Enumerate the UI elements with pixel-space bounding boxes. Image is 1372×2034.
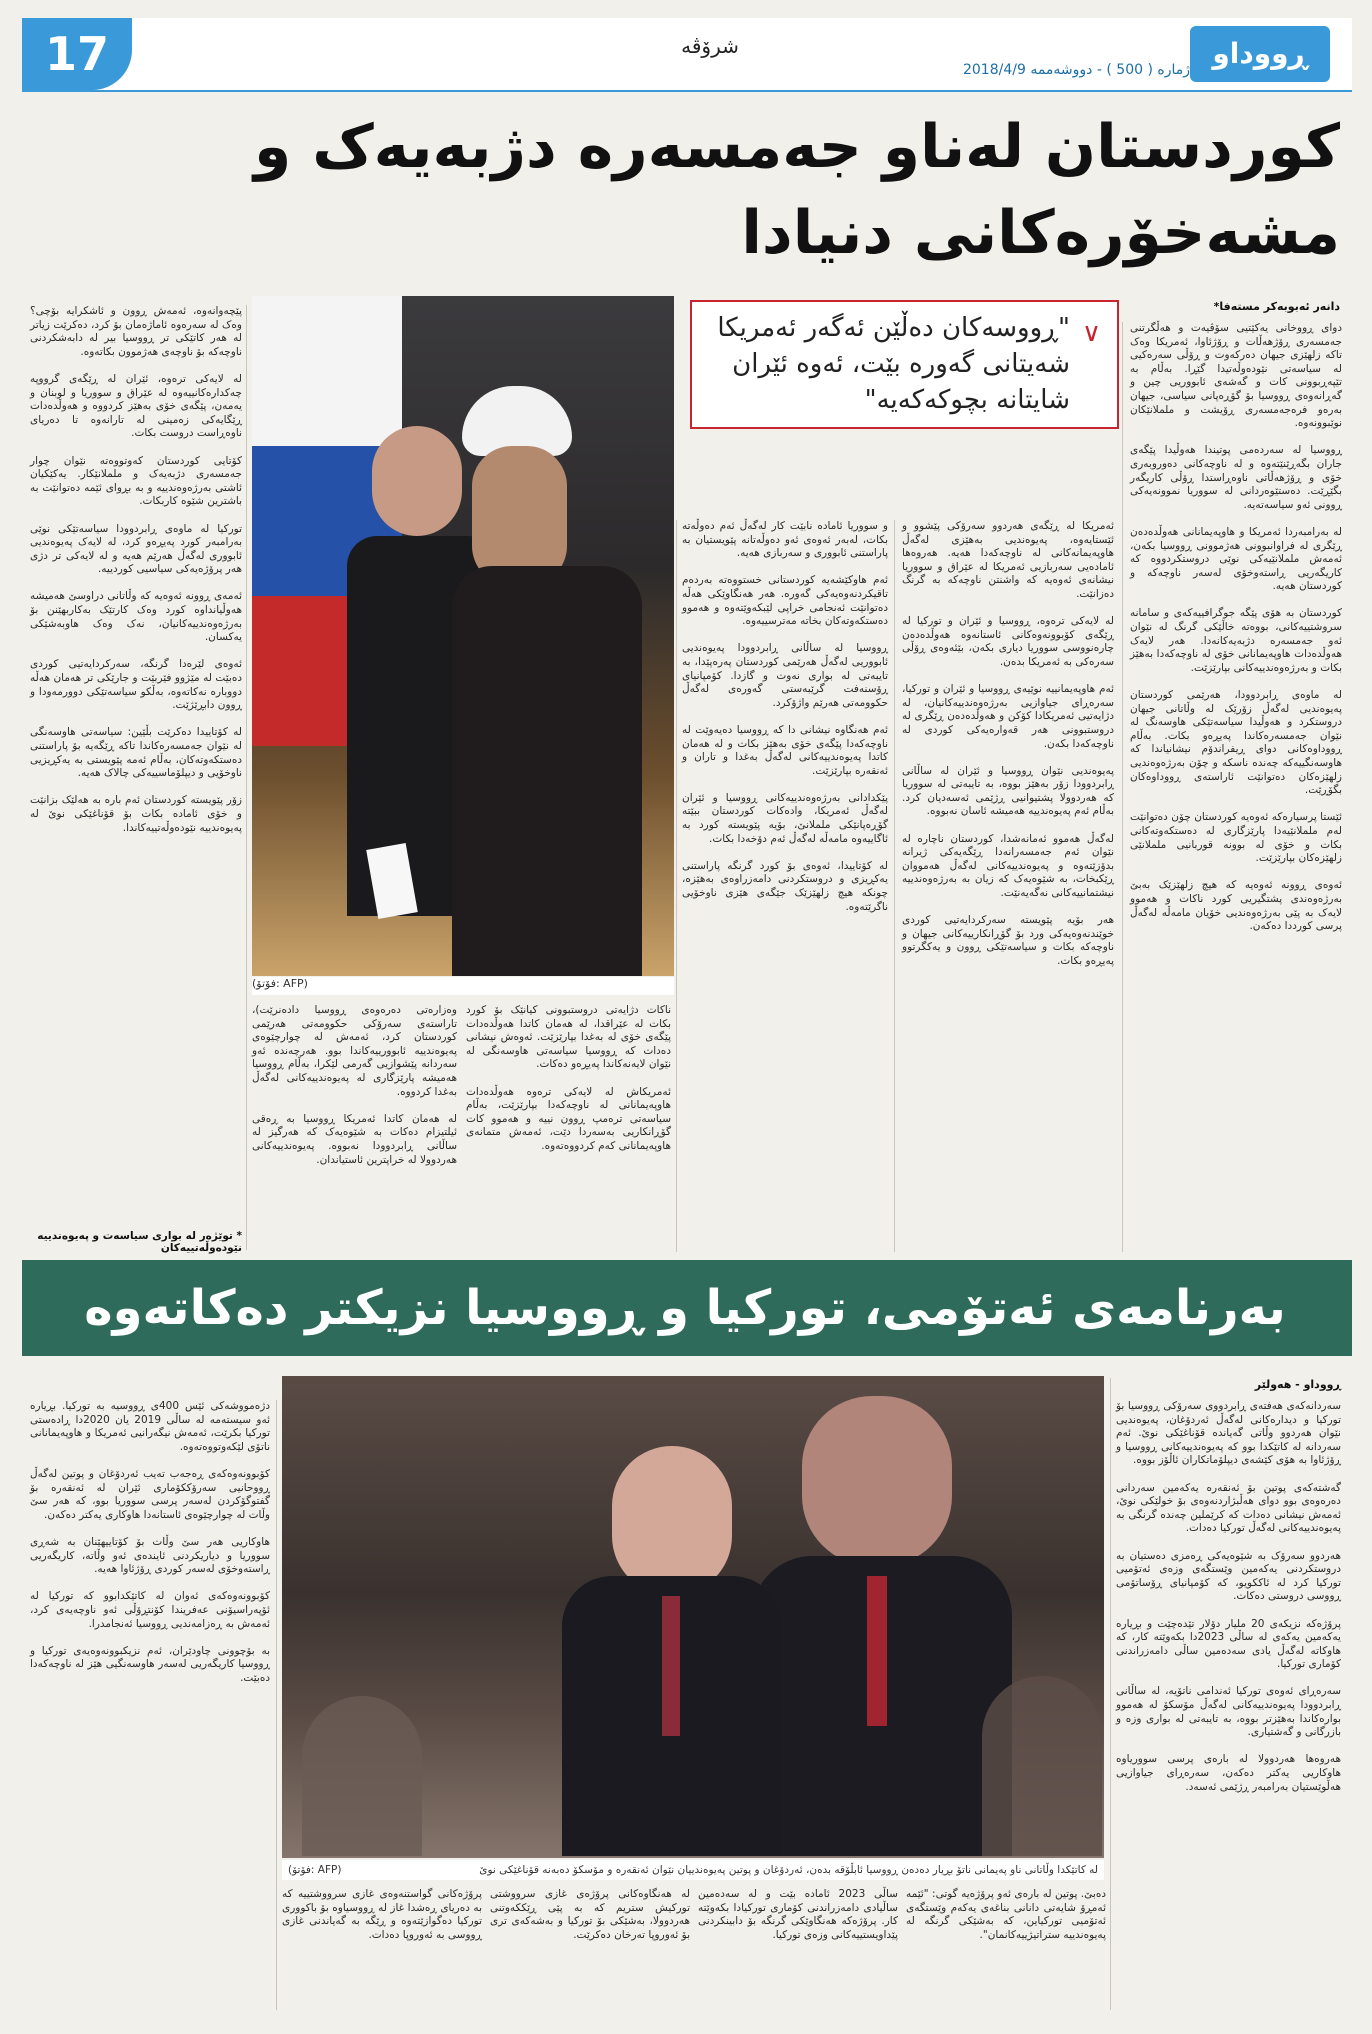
article1-title-line1: کوردستان لەناو جەمسەرە دژبەیەک و	[254, 112, 1340, 182]
column-divider	[1110, 1378, 1111, 2010]
tie-erdogan	[867, 1576, 887, 1726]
page-number: 17	[22, 18, 132, 90]
robe-rouhani	[452, 566, 642, 976]
article1-column-2: ئەمریکا لە ڕێگەی ھەردوو سەرۆکی پێشوو و ئێستایەوە، پەیوەندیی بەھێزی لەگەڵ ھاوپەیمانەکانی لە ناوچەکەدا ھەیە. ھەروەھا ئامادەیی سەربازیی ئەمریکا لە عێراق و سووریا نیشانەی ئەوەیە کە واشنتن ناوچەکە بە گرنگ دەزانێت. لە لایەکی ترەوە، ڕووسیا و ئێران و تورکیا لە ڕێگەی کۆبوونەوەکانی ئاستانەوە ھەوڵدەدەن چارەنووسی سووریا دیاری بکەن، بێئەوەی ڕۆڵی سەرەکی بە ئەمریکا بدەن. ئەم ھاوپەیمانییە نوێیەی ڕووسیا و ئێران و تورکیا، سەرەڕای جیاوازیی بەرژەوەندییەکانیان، لە دژایەتیی ئەمریکادا کۆکن و ھەوڵدەدەن ڕێگری لە دروستبوونی ھەر قەوارەیەکی کوردی لە ناوچەکەدا بکەن. پەیوەندیی نێوان ڕووسیا و ئێران لە ساڵانی ڕابردوودا زۆر بەھێز بووە، بە تایبەتی لە سووریا کە ھەردوولا پشتیوانیی ڕژێمی ئەسەدیان کرد. بەڵام ئەم پەیوەندییە ھەمیشە ئاسان نەبووە. لەگەڵ ھەموو ئەمانەشدا، کوردستان ناچارە لە نێوان ئەم جەمسەرانەدا ڕێگەیەکی ژیرانە بدۆزێتەوە و پەیوەندییەکانی لەگەڵ ھەمووان ڕێکبخات، بە شێوەیەک کە زیان بە بەرژەوەندییە نیشتمانییەکانی نەگەیەنێت. ھەر بۆیە پێویستە سەرکردایەتیی کوردی خوێندنەوەیەکی ورد بۆ گۆڕانکارییەکانی جیھان و ناوچەکە بکات و سیاسەتێکی ڕوون و یەکگرتوو پەیڕەو بکات.	[902, 520, 1114, 967]
face-putin	[372, 426, 462, 536]
section-title: شرۆڤە	[681, 34, 739, 58]
issue-info: ژمارە ( 500 ) - دووشەممە 2018/4/9	[962, 62, 1190, 78]
column-divider	[246, 305, 247, 1250]
pull-quote-text: "ڕووسەکان دەڵێن ئەگەر ئەمریکا شەیتانی گەورە بێت، ئەوە ئێران شایتانە بچوکەکەیە"	[717, 313, 1070, 415]
photo2-caption-text: لە کاتێکدا وڵاتانی ناو پەیمانی ناتۆ بڕیار دەدەن ڕووسیا ئابڵۆقە بدەن، ئەردۆغان و پوتین پەیوەندییان نێوان ئەنقەرە و مۆسکۆ دەبەنە قۆناغێکی نوێ	[479, 1864, 1098, 1876]
article2-column-4: لە ھەنگاوەکانی پرۆژەی غازی سرووشتی تورکیش ستریم کە بە پێی ڕێککەوتنی ھەردوولا، بەشێکی بۆ تورکیا و بەشەکەی تری بۆ ئەوروپا تەرخان دەکرێت.	[486, 1888, 690, 1941]
article2-column-6: دەبێ. پوتین لە بارەی ئەو پرۆژەیە گوتی: "ئێمە ئەمڕۆ شایەتی دانانی بناغەی یەکەم وێستگەی ئەتۆمیی تورکیاین، کە بەشێکی گرنگە لە پەیوەندییە ستراتیژییەکانمان".	[902, 1888, 1106, 1941]
article2-title: بەرنامەی ئەتۆمی، تورکیا و ڕووسیا نزیکتر دەکاتەوە	[84, 1280, 1286, 1336]
photo-erdogan-putin	[282, 1376, 1104, 1858]
photo2-credit: (فۆتۆ: AFP)	[288, 1864, 342, 1876]
column-divider	[1122, 322, 1123, 1252]
blurred-crowd-right	[982, 1676, 1102, 1856]
column-divider	[676, 520, 677, 1252]
brand-logo: ڕووداو	[1190, 26, 1330, 82]
face-erdogan	[802, 1396, 952, 1566]
article2-column-5: ساڵی 2023 ئامادە بێت و لە سەدەمین ساڵیادی دامەزراندنی کۆماری تورکیادا بکەوێتە کار. پرۆژەکە ھەنگاوێکی گرنگە بۆ دابینکردنی پێداویستییەکانی وزەی تورکیا.	[694, 1888, 898, 1941]
flag-white-stripe	[252, 296, 402, 446]
article2-column-3: پرۆژەکانی گواستنەوەی غازی سرووشتییە کە بە دەریای ڕەشدا غاز لە ڕووسیاوە بۆ باکووری تورکیا دەگوازێتەوە و ڕێگە بە گەیاندنی غازی ڕووسی بە ئەوروپا دەدات.	[278, 1888, 482, 1941]
article2-column-2: دژەمووشەکی ئێس 400ی ڕووسیە بە تورکیا. بڕیارە ئەو سیستەمە لە ساڵی 2019 یان 2020دا ڕادەستی تورکیا بکرێت، ئەمەش نیگەرانیی ئەمریکا و ھاوپەیمانانی ناتۆی لێکەوتووەتەوە. کۆبوونەوەکەی ڕەجەب تەیب ئەردۆغان و پوتین لەگەڵ ڕووحانیی سەرۆککۆماری ئێران لە ئەنقەرە بۆ گفتوگۆکردن لەسەر پرسی سووریا بوو، کە ھەر سێ وڵات لە چوارچێوەی ئاستانەدا ھاوکاری یەکتر دەکەن. ھاوکاریی ھەر سێ وڵات بۆ کۆتاییھێنان بە شەڕی سووریا و دیاریکردنی ئایندەی ئەو وڵاتە، کاریگەریی ڕاستەوخۆی لەسەر کوردی ڕۆژئاوا ھەیە. کۆبوونەوەکەی ئەوان لە کاتێکدابوو کە تورکیا لە ئۆپەراسیۆنی عەفریندا کۆنتڕۆڵی ئەو ناوچەیەی کرد، ئەمەش بە ڕەزامەندیی ڕووسیا ئەنجامدرا. بە بۆچوونی چاودێران، ئەم نزیکبوونەوەیەی تورکیا و ڕووسیا کاریگەریی لەسەر ھاوسەنگیی ھێز لە ناوچەکەدا دەبێت.	[30, 1400, 271, 1684]
article1-column-5: وەزارەتی دەرەوەی ڕووسیا داده‌نرێت)، تاراستەی سەرۆکی حکوومەتی ھەرێمی کوردستان کرد، ئەمەش لە چوارچێوەی پەیوەندییە ئابوورییەکاندا بوو. ھەرچەندە ئەو سەردانە پێشوازیی گەرمی لێکرا، بەڵام ڕووسیا ھەمیشە پارێزگاری لە پەیوەندییەکانی لەگەڵ بەغدا کردووە. لە ھەمان کاتدا ئەمریکا ڕووسیا بە ڕەقی ئیلتیزام دەکات بە شێوەیەک کە ھەرگیز لە ساڵانی ڕابردوودا نەبووە. پەیوەندییەکانی ھەردوولا لە خراپترین ئاستیاندان.	[252, 1004, 457, 1166]
article1-footnote: * توێژەر لە بواری سیاسەت و پەیوەندییە نێودەوڵەتییەکان	[37, 1230, 242, 1254]
article1-column-4: پێچەوانەوە، ئەمەش ڕوون و ئاشکرایە بۆچی؟ وەک لە سەرەوە ئاماژەمان بۆ کرد، دەکرێت زیاتر لە ھەر کاتێکی تر ڕووسیا بیر لە دابەشکردنی ناوچەکە بۆ ناوچەی ھەژموون بکاتەوە. لە لایەکی ترەوە، ئێران لە ڕێگەی گرووپە چەکدارەکانییەوە لە عێراق و سووریا و لوبنان و یەمەن، پێگەی خۆی بەھێز کردووە و ھەوڵدەدات ڕێگایەکی زەمینی لە تارانەوە تا دەریای ناوەڕاست دروست بکات. کۆتایی کوردستان کەوتووەتە نێوان چوار جەمسەری دژبەیەک و ململانێکار. یەکێکیان ئاشتی بەرژەوەندییە و بە بڕوای ئێمە دەتوانێت بە باشترین شێوە کاربکات. تورکیا لە ماوەی ڕابردوودا سیاسەتێکی نوێی بەرامبەر کورد پەیڕەو کرد، لە لایەک پەیوەندیی ئابووری لەگەڵ ھەرێم ھەیە و لە لایەکی تر دژی ھەر پرۆژەیەکی سیاسیی کوردییە. ئەمەی ڕوونە ئەوەیە کە وڵاتانی دراوسێ ھەمیشە ھەوڵیانداوە کورد وەک کارتێک بەکاربھێنن بۆ بەرژەوەندییەکانیان، نەک وەک ھاوبەشێکی یەکسان. ئەوەی لێرەدا گرنگە، سەرکردایەتیی کوردی دەبێت لە مێژوو فێربێت و جارێکی تر ھەمان ھەڵە دووبارە نەکاتەوە، بەڵکو سیاسەتێکی دوورمەودا و ڕوون دابڕێژێت. لە کۆتاییدا دەکرێت بڵێین: سیاسەتی ھاوسەنگی لە نێوان جەمسەرەکاندا تاکە ڕێگەیە بۆ پاراستنی دەستکەوتەکان، بەڵام ئەمە پێویستی بە یەکڕیزیی ناوخۆیی و دیپلۆماسییەکی چالاک ھەیە. زۆر پێویستە کوردستان ئەم بارە بە ھەلێک بزانێت و خۆی ئامادە بکات بۆ قۆناغێکی نوێ لە پەیوەندییە نێودەوڵەتییەکاندا.	[30, 305, 242, 834]
article2-author: ڕووداو - ھەولێر	[1254, 1378, 1341, 1391]
photo2-caption	[282, 1860, 1104, 1880]
quote-chevron-icon: ∨	[1082, 318, 1102, 348]
article1-title-line2: مشەخۆرەکانی دنیادا	[741, 198, 1340, 268]
face-putin	[612, 1446, 732, 1596]
tie-putin	[662, 1596, 680, 1736]
article1-author: دانەر ئەبوبەکر مستەفا*	[1213, 300, 1340, 313]
article1-column-1: دوای ڕووخانی یەکێتیی سۆڤیەت و ھەڵگرتنی جەمسەری ڕۆژھەڵات و ڕۆژئاوا، ئەمریکا وەک تاکە زلھێزی جیھان دەرکەوت و ڕۆڵی سەرەکیی لە سیاسەتی نێودەوڵەتیدا گێڕا. بەڵام بە تێپەڕبوونی کات و گەشەی ئابووریی چین و گەڕانەوەی ڕووسیا بۆ گۆڕەپانی سیاسی، جیھان بەرەو فرەجەمسەری ڕۆیشت و ململانێکان نوێبوونەوە. ڕووسیا لە سەردەمی پوتیندا ھەوڵیدا پێگەی جاران بگەڕێنێتەوە و لە ناوچەکانی دەوروبەری خۆی و ڕۆژھەڵاتی ناوەڕاستدا ڕۆڵی کاریگەر بگێڕێت. دەستێوەردانی لە سووریا نموونەیەکی ڕوونی ئەو سیاسەتەیە. لە بەرامبەردا ئەمریکا و ھاوپەیمانانی ھەوڵدەدەن ڕێگری لە فراوانبوونی ھەژموونی ڕووسیا بکەن، ئەمەش ململانێیەکی نوێی دروستکردووە کە کاریگەریی ڕاستەوخۆی لەسەر ناوچەکە و کوردستان ھەیە. کوردستان بە ھۆی پێگە جوگرافییەکەی و سامانە سروشتییەکانی، بووەتە خاڵێکی گرنگ لە نێوان ئەو جەمسەرە دژبەیەکانەدا. ھەر لایەک ھەوڵدەدات ھاوپەیمانانی خۆی لە ناوچەکەدا بەھێز بکات و بەرژەوەندییەکانی بپارێزێت. لە ماوەی ڕابردوودا، ھەرێمی کوردستان پەیوەندیی لەگەڵ زۆرێک لە وڵاتانی جیھان دروستکرد و ھەوڵیدا سیاسەتێکی ھاوسەنگ لە نێوان جەمسەرەکاندا پەیڕەو بکات. بەڵام ڕووداوەکانی دوای ڕیفراندۆم نیشانیاندا کە ھاوسەنگییەکە چەندە ناسکە و چۆن بەرژەوەندیی زلھێزەکان دەتوانێت ئاراستەی ڕووداوەکان بگۆڕێت. ئێستا پرسیارەکە ئەوەیە کوردستان چۆن دەتوانێت لەم ململانێیەدا پارێزگاری لە دەستکەوتەکانی بکات و خۆی لە بوونە قوربانیی ململانێی زلھێزەکان بپارێزێت. ئەوەی ڕوونە ئەوەیە کە ھیچ زلھێزێک بەبێ بەرژەوەندی پشتگیریی کورد ناکات و ھەموو لایەک بە پێی بەرژەوەندیی خۆیان مامەڵە لەگەڵ پرسی کورددا دەکەن.	[1130, 322, 1342, 933]
article1-column-6: ناکات دژایەتی دروستبوونی کیانێک بۆ کورد بکات لە عێراقدا، لە ھەمان کاتدا ھەوڵدەدات پێگەی خۆی لە بەغدا بپارێزێت. ئەوەش نیشانی دەدات کە ڕووسیا سیاسەتی ھاوسەنگی لە نێوان لایەنەکاندا پەیڕەو دەکات. ئەمریکاش لە لایەکی ترەوە ھەوڵدەدات ھاوپەیمانانی لە ناوچەکەدا بپارێزێت، بەڵام سیاسەتی ترەمپ ڕوون نییە و ھەموو کات گۆڕانکاریی بەسەردا دێت، ئەمەش متمانەی ھاوپەیمانانی کەم کردووەتەوە.	[466, 1004, 671, 1152]
column-divider	[276, 1400, 277, 2010]
photo-putin-rouhani	[252, 296, 674, 976]
face-rouhani	[472, 446, 567, 586]
column-divider	[894, 520, 895, 1252]
blurred-crowd-left	[302, 1696, 422, 1856]
article1-column-3: و سووریا ئامادە نابێت کار لەگەڵ ئەم دەوڵەتە بکات، لەبەر ئەوەی ئەو دەوڵەتانە پێویستیان بە پاراستنی ئابووری و سەربازی ھەیە. ئەم ھاوکێشەیە کوردستانی خستووەتە بەردەم تاقیکردنەوەیەکی گەورە. ھەر ھەنگاوێکی ھەڵە دەتوانێت ئەنجامی خراپی لێبکەوێتەوە و ھەموو دەستکەوتەکان بخاتە مەترسییەوە. ڕووسیا لە ساڵانی ڕابردوودا پەیوەندیی ئابووریی لەگەڵ ھەرێمی کوردستان پەرەپێدا، بە تایبەتی لە بواری نەوت و گازدا. کۆمپانیای ڕۆسنەفت گرێبەستی گەورەی لەگەڵ حکوومەتی ھەرێم واژۆکرد. ئەم ھەنگاوە نیشانی دا کە ڕووسیا دەیەوێت لە ناوچەکەدا پێگەی خۆی بەھێز بکات و لە ھەمان کاتدا پەیوەندییەکانی لەگەڵ بەغدا و تاران و ئەنقەرە بپارێزێت. پێکدادانی بەرژەوەندییەکانی ڕووسیا و ئێران لەگەڵ ئەمریکا، وادەکات کوردستان ببێتە گۆڕەپانێکی ململانێ، بۆیە پێویستە کورد بە ئاگاییەوە مامەڵە لەگەڵ ئەم دۆخەدا بکات. لە کۆتاییدا، ئەوەی بۆ کورد گرنگە پاراستنی یەکڕیزی و دروستکردنی دامەزراوەی بەھێزە، چونکە ھیچ زلھێزێک جێگەی ھێزی ناوخۆیی ناگرێتەوە.	[682, 520, 888, 913]
photo1-caption: (فۆتۆ: AFP)	[252, 977, 674, 995]
article2-column-1: سەردانەکەی ھەفتەی ڕابردووی سەرۆکی ڕووسیا بۆ تورکیا و دیدارەکانی لەگەڵ ئەردۆغان، پەیوەندیی نێوان ھەردوو وڵاتی گەیاندە قۆناغێکی نوێ. ئەم سەردانە لە کاتێکدا بوو کە پەیوەندییەکانی ڕووسیا و ڕۆژئاوا بە ھۆی کێشەی دیپلۆماتکاران ئاڵۆز بووە. گەشتەکەی پوتین بۆ ئەنقەرە یەکەمین سەردانی دەرەوەی بوو دوای ھەڵبژاردنەوەی بۆ خولێکی نوێ، ئەمەش نیشانی دەدات کە کرێملین چەندە گرنگی بە پەیوەندییەکانی لەگەڵ تورکیا دەدات. ھەردوو سەرۆک بە شێوەیەکی ڕەمزی دەستیان بە دروستکردنی یەکەمین وێستگەی وزەی ئەتۆمیی تورکیا کرد لە ئاککویو، کە کۆمپانیای ڕۆساتۆمی ڕووسی دروستی دەکات. پرۆژەکە نزیکەی 20 ملیار دۆلار تێدەچێت و بڕیارە یەکەمین یەکەی لە ساڵی 2023دا بکەوێتە کار، کە ھاوکاتە لەگەڵ یادی سەدەمین ساڵی دامەزراندنی کۆماری تورکیا. سەرەڕای ئەوەی تورکیا ئەندامی ناتۆیە، لە ساڵانی ڕابردوودا پەیوەندییەکانی لەگەڵ مۆسکۆ لە ھەموو بوارەکاندا بەھێزتر بووە، بە تایبەتی لە بواری وزە و بازرگانی و گەشتیاری. ھەروەھا ھەردوولا لە بارەی پرسی سووریاوە ھاوکاریی یەکتر دەکەن، سەرەڕای جیاوازیی ھەڵوێستیان بەرامبەر ڕژێمی ئەسەد.	[1116, 1400, 1341, 1793]
